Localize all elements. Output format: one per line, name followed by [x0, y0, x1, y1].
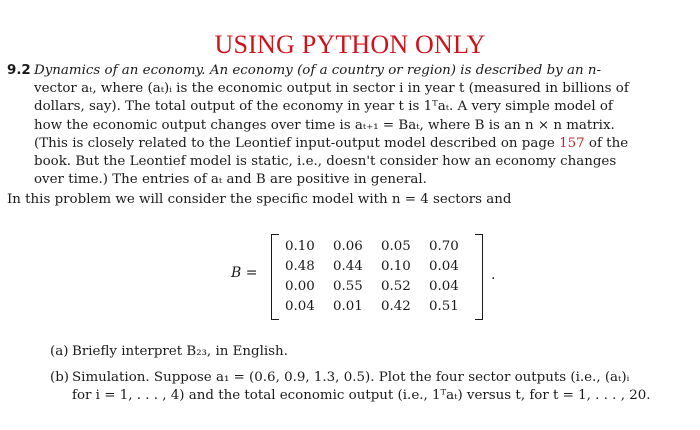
matrix-cell: 0.48 [285, 259, 315, 274]
problem-line: book. But the Leontief model is static, i.e., doesn't consider how an economy changes [34, 154, 617, 170]
matrix-cell: 0.06 [333, 239, 363, 254]
problem-line: dollars, say). The total output of the economy in year t is 1ᵀaₜ. A very simple model of [34, 99, 613, 115]
part-label: (b) [50, 370, 70, 386]
part-text: Simulation. Suppose a₁ = (0.6, 0.9, 1.3, 0.5). Plot the four sector outputs (i.e., (aₜ)ᵢ [72, 370, 630, 386]
sub-questions [50, 343, 695, 414]
matrix-cell: 0.10 [381, 259, 411, 274]
problem-number: 9.2 [7, 63, 31, 78]
part-label: (a) [50, 344, 69, 359]
matrix-cell: 0.10 [285, 239, 315, 254]
matrix-right-bracket [475, 234, 483, 320]
matrix-cell: 0.52 [381, 279, 411, 294]
page-reference-link[interactable]: 157 [559, 135, 585, 151]
matrix-left-bracket [271, 234, 279, 320]
part-a [50, 343, 695, 361]
matrix-cell: 0.04 [429, 259, 459, 274]
problem-line-text: (This is closely related to the Leontief input-output model described on page [34, 135, 560, 151]
matrix-grid [285, 238, 477, 316]
problem-line: vector aₜ, where (aₜ)ᵢ is the economic output in sector i in year t (measured in billions of [34, 81, 629, 97]
matrix-cell: 0.42 [381, 299, 411, 314]
matrix-cell: 0.01 [333, 299, 363, 314]
matrix-cell: 0.51 [429, 299, 459, 314]
matrix-cell: 0.55 [333, 279, 363, 294]
matrix-cell: 0.44 [333, 259, 363, 274]
matrix-B [219, 232, 496, 320]
problem-body [34, 62, 691, 189]
problem-line-suffix: of the [584, 135, 629, 151]
problem-statement [7, 62, 691, 210]
matrix-cell: 0.04 [429, 279, 459, 294]
matrix-cell: 0.00 [285, 279, 315, 294]
part-text: for i = 1, . . . , 4) and the total economic output (i.e., 1ᵀaₜ) versus t, for t = 1, . . . , 20. [72, 388, 651, 404]
assignment-header: USING PYTHON ONLY [214, 30, 486, 59]
part-text: Briefly interpret B₂₃, in English. [72, 344, 288, 359]
matrix-cell: 0.70 [429, 239, 459, 254]
problem-line: Dynamics of an economy. An economy (of a country or region) is described by an n- [34, 63, 601, 78]
matrix-cell: 0.05 [381, 239, 411, 254]
matrix-cell: 0.04 [285, 299, 315, 314]
part-b [50, 369, 695, 405]
problem-line: how the economic output changes over time is aₜ₊₁ = Baₜ, where B is an n × n matrix. [34, 117, 615, 133]
problem-line: over time.) The entries of aₜ and B are positive in general. [34, 172, 427, 188]
matrix-label: B = [231, 265, 258, 281]
problem-intro: In this problem we will consider the specific model with n = 4 sectors and [7, 192, 512, 208]
problem-line-with-ref [34, 135, 691, 153]
matrix-period: . [491, 267, 496, 283]
